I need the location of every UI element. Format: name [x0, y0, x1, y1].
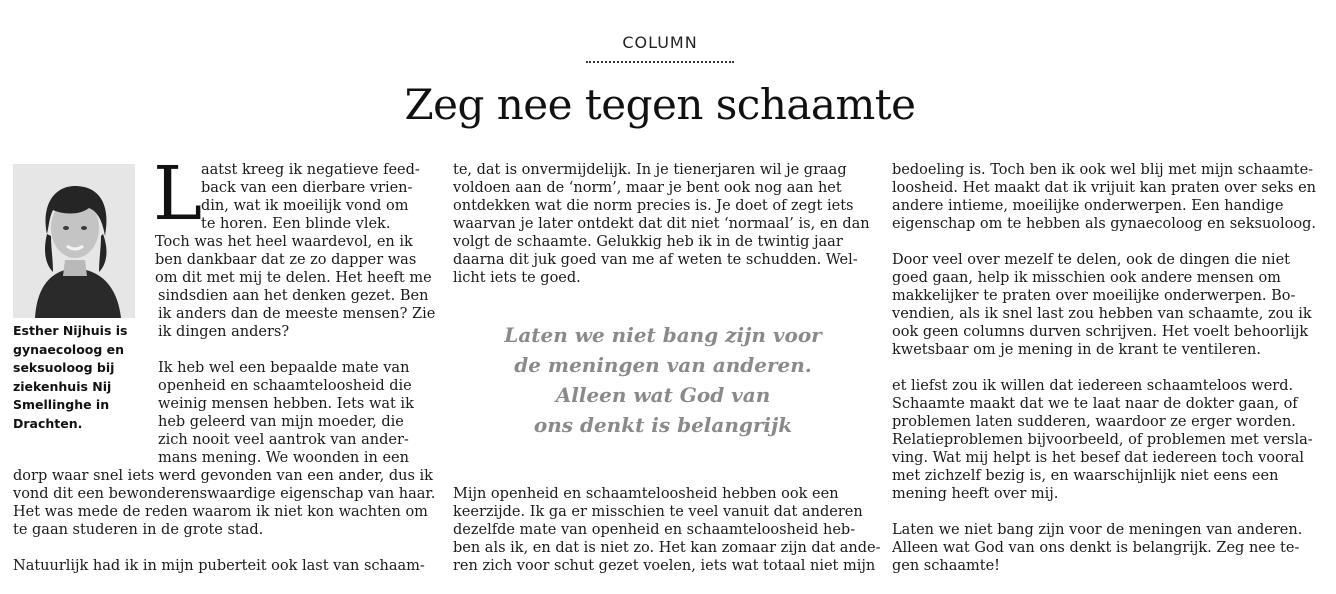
- text-line: voldoen aan de ‘norm’, maar je bent ook nog aan het: [453, 180, 842, 196]
- text-line: din, wat ik moeilijk vond om: [201, 198, 409, 214]
- caption-line: ziekenhuis Nij: [13, 378, 112, 394]
- text-line: vendien, als ik snel last zou hebben van schaamte, zou ik: [892, 306, 1312, 322]
- text-line: makkelijker te praten over moeilijke onderwerpen. Bo-: [892, 288, 1296, 304]
- caption-line: Smellinghe in: [13, 397, 110, 412]
- text-line: met zichzelf bezig is, en waarschijnlijk niet eens een: [892, 468, 1279, 484]
- text-line: ren zich voor schut gezet voelen, iets wat totaal niet mijn: [453, 558, 876, 574]
- text-line: ook geen columns durven schrijven. Het voelt behoorlijk: [892, 324, 1309, 340]
- author-portrait-icon: [13, 164, 135, 318]
- text-line: te horen. Een blinde vlek.: [201, 216, 391, 232]
- text-line: ontdekken wat die norm precies is. Je doet of zegt iets: [453, 198, 854, 214]
- text-line: kwetsbaar om je mening in de krant te ventileren.: [892, 342, 1261, 358]
- text-line: heb geleerd van mijn moeder, die: [158, 414, 404, 430]
- text-line: ben als ik, en dat is niet zo. Het kan zomaar zijn dat ande-: [453, 540, 881, 556]
- text-line: waarvan je later ontdekt dat dit niet ‘normaal’ is, en dan: [453, 216, 870, 232]
- text-line: Mijn openheid en schaamteloosheid hebben ook een: [453, 486, 839, 502]
- text-line: dezelfde mate van openheid en schaamteloosheid heb-: [453, 522, 856, 538]
- text-line: te gaan studeren in de grote stad.: [13, 522, 264, 538]
- text-line: Relatieproblemen bijvoorbeeld, of problemen met versla-: [892, 432, 1313, 448]
- section-kicker: COLUMN: [622, 33, 698, 52]
- kicker-divider: [586, 61, 734, 63]
- text-line: Laten we niet bang zijn voor de meningen van anderen.: [892, 522, 1303, 538]
- drop-cap: L: [153, 151, 203, 237]
- text-line: eigenschap om te hebben als gynaecoloog en seksuoloog.: [892, 216, 1317, 232]
- pull-quote-line: Alleen wat God van: [555, 383, 771, 407]
- text-line: Toch was het heel waardevol, en ik: [155, 234, 413, 250]
- text-line: Natuurlijk had ik in mijn puberteit ook last van schaam-: [13, 558, 425, 574]
- text-line: Door veel over mezelf te delen, ook de dingen die niet: [892, 252, 1290, 268]
- text-line: volgt de schaamte. Gelukkig heb ik in de twintig jaar: [453, 234, 843, 250]
- text-line: mening heeft over mij.: [892, 486, 1059, 502]
- caption-line: Esther Nijhuis is: [13, 323, 128, 338]
- text-line: loosheid. Het maakt dat ik vrijuit kan praten over seks en: [892, 180, 1316, 196]
- pull-quote-line: de meningen van anderen.: [514, 353, 812, 377]
- text-line: weinig mensen hebben. Iets wat ik: [158, 396, 414, 412]
- text-line: aatst kreeg ik negatieve feed-: [201, 162, 420, 178]
- author-caption: [13, 322, 143, 433]
- text-line: andere intieme, moeilijke onderwerpen. Een handige: [892, 198, 1284, 214]
- pull-quote-line: ons denkt is belangrijk: [533, 413, 793, 437]
- text-line: ik anders dan de meeste mensen? Zie: [158, 306, 436, 322]
- text-line: mans mening. We woonden in een: [158, 450, 409, 466]
- text-line: zich nooit veel aantrok van ander-: [158, 432, 409, 448]
- text-line: back van een dierbare vrien-: [201, 180, 413, 196]
- text-line: ben dankbaar dat ze zo dapper was: [155, 252, 417, 268]
- text-line: goed gaan, help ik misschien ook andere mensen om: [892, 270, 1281, 286]
- text-line: ik dingen anders?: [158, 324, 290, 340]
- caption-line: Drachten.: [13, 415, 83, 431]
- text-line: bedoeling is. Toch ben ik ook wel blij met mijn schaamte-: [892, 162, 1314, 178]
- pull-quote: [453, 320, 873, 440]
- text-line: dorp waar snel iets werd gevonden van een ander, dus ik: [13, 468, 433, 484]
- caption-line: seksuoloog bij: [13, 360, 115, 375]
- text-line: ving. Wat mij helpt is het besef dat iedereen toch vooral: [892, 450, 1305, 466]
- text-line: om dit met mij te delen. Het heeft me: [155, 270, 432, 286]
- text-line: openheid en schaamteloosheid die: [158, 378, 412, 394]
- pull-quote-line: Laten we niet bang zijn voor: [504, 323, 822, 347]
- text-line: Het was mede de reden waarom ik niet kon wachten om: [13, 504, 428, 520]
- text-line: vond dit een bewonderenswaardige eigenschap van haar.: [13, 486, 436, 502]
- text-line: et liefst zou ik willen dat iedereen schaamteloos werd.: [892, 378, 1294, 394]
- text-line: problemen laten sudderen, waardoor ze erger worden.: [892, 414, 1296, 430]
- article-headline: Zeg nee tegen schaamte: [404, 80, 916, 129]
- text-line: Schaamte maakt dat we te laat naar de dokter gaan, of: [892, 396, 1298, 412]
- text-line: Ik heb wel een bepaalde mate van: [158, 360, 410, 376]
- text-line: licht iets te goed.: [453, 270, 581, 286]
- caption-line: gynaecoloog en: [13, 341, 125, 357]
- text-line: daarna dit juk goed van me af weten te schudden. Wel-: [453, 252, 858, 268]
- text-line: keerzijde. Ik ga er misschien te veel vanuit dat anderen: [453, 504, 863, 520]
- text-line: sindsdien aan het denken gezet. Ben: [158, 288, 429, 304]
- text-line: te, dat is onvermijdelijk. In je tienerjaren wil je graag: [453, 162, 847, 178]
- text-line: Alleen wat God van ons denkt is belangrijk. Zeg nee te-: [892, 540, 1300, 556]
- text-line: gen schaamte!: [892, 558, 1000, 574]
- author-photo: [13, 164, 135, 318]
